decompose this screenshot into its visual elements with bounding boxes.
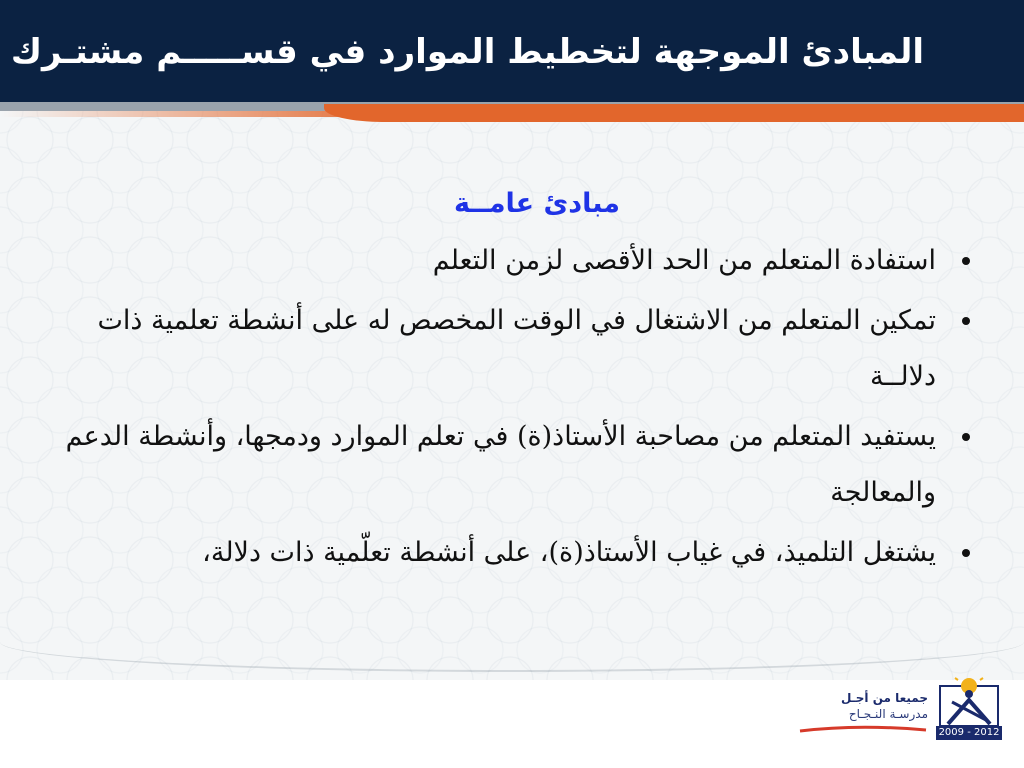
logo-swoosh-icon bbox=[798, 724, 928, 734]
bullet-text: يشتغل التلميذ، في غياب الأستاذ(ة)، على أنشطة تعلّمية ذات دلالة، bbox=[202, 537, 936, 568]
bullet-text: يستفيد المتعلم من مصاحبة الأستاذ(ة) في تعلم الموارد ودمجها، وأنشطة الدعم والمعالجة bbox=[65, 421, 936, 508]
list-item bbox=[60, 293, 970, 405]
bullet-list bbox=[60, 233, 970, 581]
bullet-icon bbox=[962, 433, 970, 441]
slide-body bbox=[60, 188, 970, 585]
logo-line-2: مدرسـة النـجـاح bbox=[848, 707, 928, 721]
logo-line-1: جميعا من أجـل bbox=[840, 691, 928, 705]
section-heading: مبادئ عامــة bbox=[453, 188, 620, 219]
program-logo-text bbox=[808, 690, 928, 722]
header-accent-band bbox=[324, 104, 1024, 122]
list-item bbox=[60, 409, 970, 521]
bullet-icon bbox=[962, 549, 970, 557]
bullet-icon bbox=[962, 317, 970, 325]
title-bar bbox=[0, 0, 1024, 102]
years-badge: 2009 - 2012 bbox=[936, 726, 1002, 740]
bullet-text: استفادة المتعلم من الحد الأقصى لزمن التعلم bbox=[432, 245, 936, 276]
list-item bbox=[60, 525, 970, 581]
bullet-text: تمكين المتعلم من الاشتغال في الوقت المخصص له على أنشطة تعلمية ذات دلالــة bbox=[97, 305, 936, 392]
bullet-icon bbox=[962, 257, 970, 265]
list-item bbox=[60, 233, 970, 289]
slide-title: المبادئ الموجهة لتخطيط الموارد في قســـــم مشتـرك bbox=[10, 32, 924, 72]
